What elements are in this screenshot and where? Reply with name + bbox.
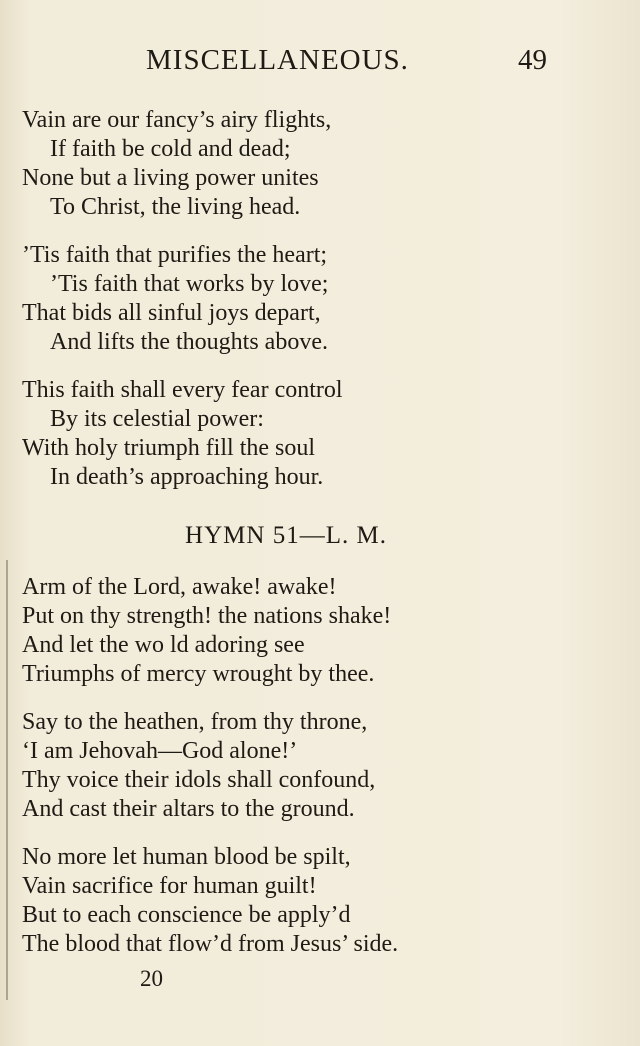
verse-line: That bids all sinful joys depart,	[22, 300, 321, 326]
page-number: 49	[518, 44, 547, 76]
verse-line: ’Tis faith that works by love;	[50, 271, 329, 297]
verse-line: And let the wo ld adoring see	[22, 632, 305, 658]
verse-line: No more let human blood be spilt,	[22, 844, 351, 870]
verse-line: If faith be cold and dead;	[50, 136, 291, 162]
verse-line: Put on thy strength! the nations shake!	[22, 603, 392, 629]
verse-line: With holy triumph fill the soul	[22, 435, 316, 461]
verse-line: Say to the heathen, from thy throne,	[22, 709, 368, 735]
verse-line: This faith shall every fear control	[22, 377, 343, 403]
page-gutter-edge	[6, 560, 8, 1000]
hymn-stanza-1	[22, 573, 622, 689]
hymn-stanza-3	[22, 843, 622, 959]
verse-line: To Christ, the living head.	[50, 194, 301, 220]
verse-line: In death’s approaching hour.	[50, 464, 324, 490]
signature-mark: 20	[140, 966, 163, 991]
stanza-1	[22, 106, 622, 222]
verse-line: ’Tis faith that purifies the heart;	[22, 242, 328, 268]
verse-line: Vain sacrifice for human guilt!	[22, 873, 317, 899]
stanza-3	[22, 376, 622, 492]
verse-line: Arm of the Lord, awake! awake!	[22, 574, 337, 600]
verse-line: Triumphs of mercy wrought by thee.	[22, 661, 375, 687]
verse-line: But to each conscience be apply’d	[22, 902, 351, 928]
hymn-stanza-2	[22, 708, 622, 824]
stanza-2	[22, 241, 622, 357]
verse-line: Thy voice their idols shall confound,	[22, 767, 376, 793]
verse-line: By its celestial power:	[50, 406, 264, 432]
page-header	[0, 44, 640, 84]
verse-line: ‘I am Jehovah—God alone!’	[22, 738, 298, 764]
verse-line: And cast their altars to the ground.	[22, 796, 355, 822]
verse-line: Vain are our fancy’s airy flights,	[22, 107, 332, 133]
verse-line: The blood that flow’d from Jesus’ side.	[22, 931, 399, 957]
verse-line: And lifts the thoughts above.	[50, 329, 328, 355]
running-title: MISCELLANEOUS.	[146, 44, 409, 76]
hymn-title	[0, 522, 640, 550]
hymn-title-text: HYMN 51—L. M.	[185, 522, 387, 549]
verse-line: None but a living power unites	[22, 165, 319, 191]
